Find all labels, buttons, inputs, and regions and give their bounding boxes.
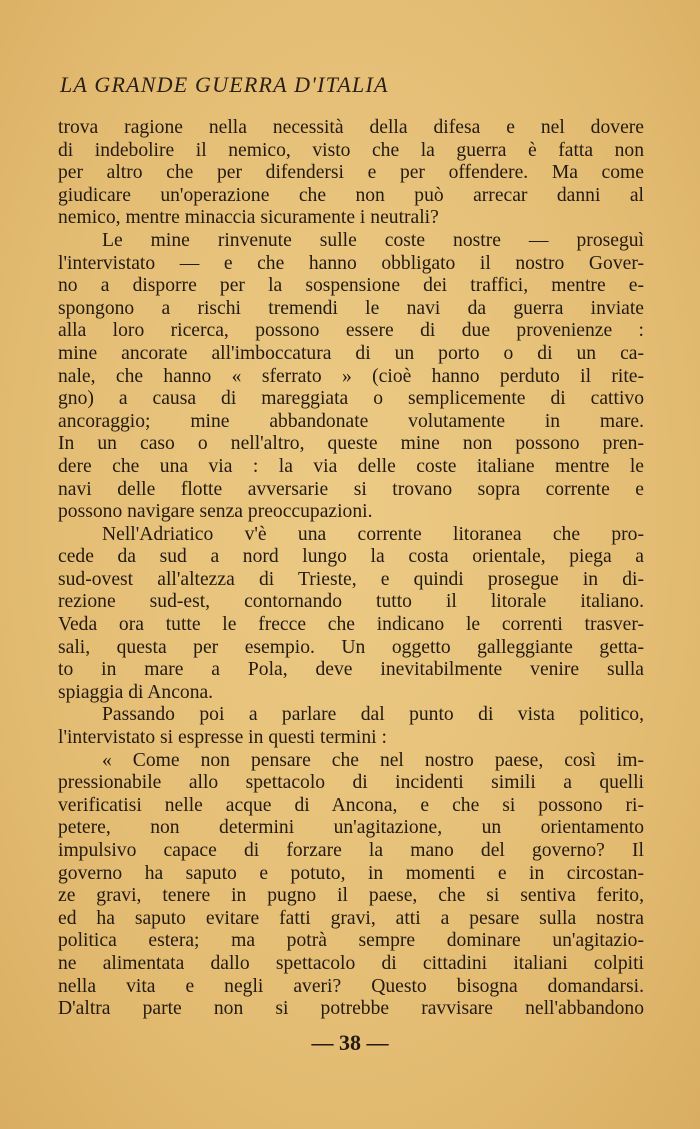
text-line: ed ha saputo evitare fatti gravi, atti a pesare sulla nostra [58,907,644,929]
text-line: spongono a rischi tremendi le navi da guerra inviate [58,297,644,319]
text-line: governo ha saputo e potuto, in momenti e in circostan- [58,862,644,884]
text-line: l'intervistato si espresse in questi termini : [58,727,387,749]
text-line: giudicare un'operazione che non può arrecar danni al [58,184,644,206]
text-line: petere, non determini un'agitazione, un orientamento [58,817,644,839]
text-line: ne alimentata dallo spettacolo di cittadini italiani colpiti [58,952,644,974]
text-line: nella vita e negli averi? Questo bisogna domandarsi. [58,975,644,997]
text-line: di indebolire il nemico, visto che la guerra è fatta non [58,139,644,161]
text-line: nemico, mentre minaccia sicuramente i neutrali? [58,207,439,229]
text-line: ancoraggio; mine abbandonate volutamente in mare. [58,410,644,432]
text-line: Le mine rinvenute sulle coste nostre — proseguì [102,229,644,251]
text-line: ze gravi, tenere in pugno il paese, che si sentiva ferito, [58,885,644,907]
text-line: possono navigare senza preoccupazioni. [58,501,373,523]
text-line: In un caso o nell'altro, queste mine non possono pren- [58,433,644,455]
text-line: rezione sud-est, contornando tutto il litorale italiano. [58,591,644,613]
text-line: gno) a causa di mareggiata o semplicemente di cattivo [58,388,644,410]
text-line: politica estera; ma potrà sempre dominare un'agitazio- [58,930,644,952]
text-line: impulsivo capace di forzare la mano del governo? Il [58,840,644,861]
text-line: Veda ora tutte le frecce che indicano le correnti trasver- [58,614,644,636]
text-line: nale, che hanno « sferrato » (cioè hanno perduto il rite- [58,365,644,387]
text-line: pressionabile allo spettacolo di incidenti simili a quelli [58,772,644,794]
text-line: cede da sud a nord lungo la costa orientale, piega a [58,546,644,568]
text-line: verificatisi nelle acque di Ancona, e che si possono ri- [58,794,644,816]
text-line: per altro che per difendersi e per offendere. Ma come [58,162,644,184]
text-line: trova ragione nella necessità della difesa e nel dovere [58,117,644,138]
running-head: LA GRANDE GUERRA D'ITALIA [60,72,389,97]
text-line: dere che una via : la via delle coste italiane mentre le [58,455,644,477]
text-line: sud-ovest all'altezza di Trieste, e quindi prosegue in di- [58,568,644,590]
text-line: spiaggia di Ancona. [58,681,214,703]
text-line: no a disporre per la sospensione dei traffici, mentre e- [58,275,644,297]
body-text [58,117,644,1021]
text-line: l'intervistato — e che hanno obbligato il nostro Gover- [58,252,644,274]
text-line: Nell'Adriatico v'è una corrente litoranea che pro- [102,523,644,545]
text-line: D'altra parte non si potrebbe ravvisare nell'abbandono [58,998,644,1020]
page-number: — 38 — [311,1030,389,1055]
text-line: sali, questa per esempio. Un oggetto galleggiante getta- [58,636,644,658]
text-line: Passando poi a parlare dal punto di vista politico, [102,704,644,726]
text-line: navi delle flotte avversarie si trovano sopra corrente e [58,478,644,500]
text-line: to in mare a Pola, deve inevitabilmente venire sulla [58,659,644,681]
text-line: « Come non pensare che nel nostro paese, così im- [102,749,644,771]
text-line: mine ancorate all'imboccatura di un porto o di un ca- [58,342,644,364]
text-line: alla loro ricerca, possono essere di due provenienze : [58,320,644,342]
